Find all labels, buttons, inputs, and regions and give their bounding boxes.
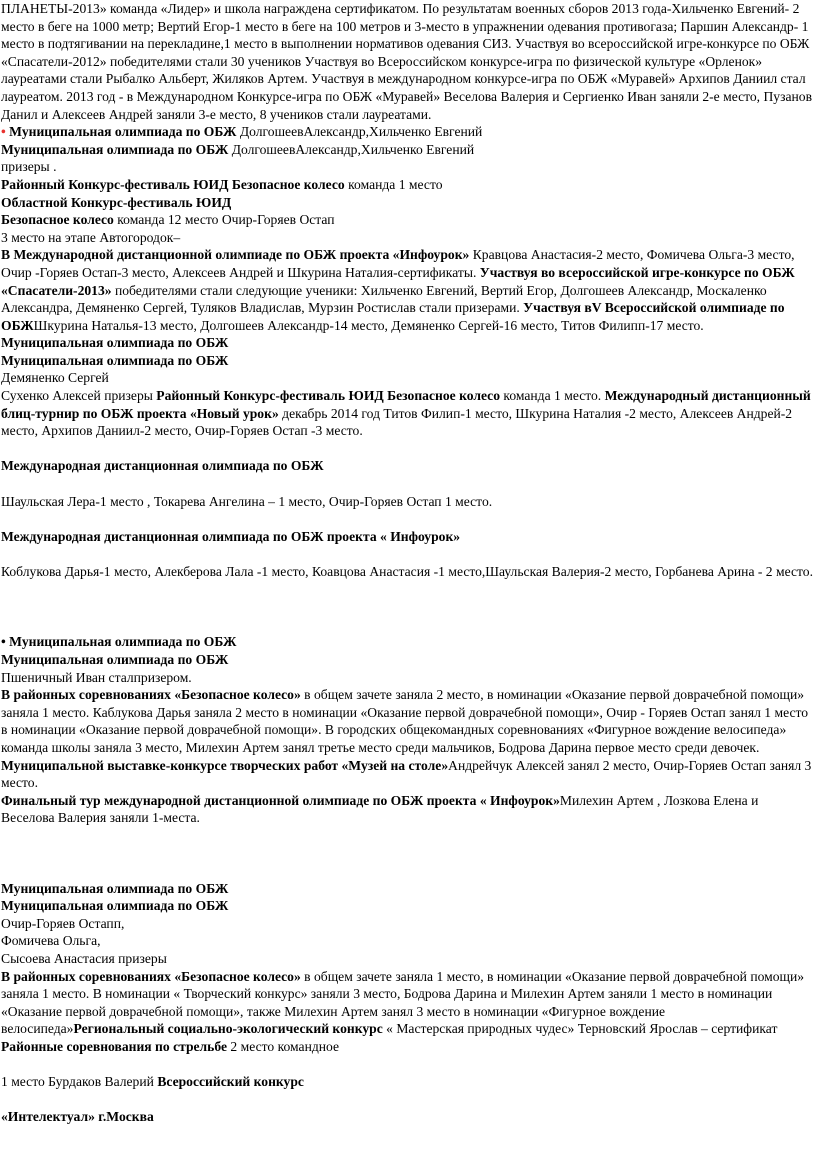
text: команда 1 место. [500, 388, 605, 404]
bold-heading: В районных соревнованиях «Безопасное колесо» [1, 687, 301, 703]
line-name: Сысоева Анастасия призеры [1, 951, 167, 967]
text: 2 место командное [227, 1039, 340, 1055]
bold-heading: Муниципальная олимпиада по ОБЖ [1, 141, 229, 157]
bold-heading: Районный Конкурс-фестиваль ЮИД Безопасное колесо [1, 176, 345, 192]
line-intellectual-moscow [1, 1108, 814, 1126]
bullet-icon: • [1, 124, 6, 140]
bold-heading: Муниципальная олимпиада по ОБЖ [1, 880, 229, 896]
text: Кравцова Анастасия-2 место, Фомичева Ольга-3 место, Очир -Горяев Остап-3 место, Алексеев Андрей и Шкурина Наталия-сертификаты. [1, 247, 795, 280]
spacer [1, 581, 814, 599]
line-prizewinners: призеры . [1, 159, 57, 175]
bold-heading: Участвуя во всероссийской игре-конкурсе по ОБЖ «Спасатели-2013» [1, 264, 795, 298]
bold-heading: Региональный социально-экологический конкурс [73, 1021, 383, 1037]
text: 1 место Бурдаков Валерий [1, 1074, 158, 1090]
text: Шкурина Наталья-13 место, Долгошеев Александр-14 место, Демяненко Сергей-16 место, Титов Филипп-17 место. [33, 317, 704, 333]
bold-heading: Муниципальной выставке-конкурсе творческих работ «Музей на столе» [1, 757, 449, 773]
bold-heading: Всероссийский конкурс [157, 1074, 304, 1090]
text: « Мастерская природных чудес» Терновский Ярослав – сертификат [382, 1021, 778, 1037]
text: победителями стали следующие ученики: Хильченко Евгений, Вертий Егор, Долгошеев Александр, Москаленко Александра, Демяненко Сергей, Туляков Владислав, Мурзин Ростислав стали призерами. [1, 282, 767, 316]
text: команда 1 место [344, 176, 443, 192]
spacer [1, 545, 814, 563]
bold-heading: Районные соревнования по стрельбе [1, 1039, 228, 1055]
line-burdakov [1, 1073, 814, 1091]
spacer [1, 845, 814, 863]
paragraph-infourok-results: Коблукова Дарья-1 место, Алекберова Лала -1 место, Коавцова Анастасия -1 место,Шаульская Валерия-2 место, Горбанева Арина - 2 место. [1, 564, 813, 579]
line-municipal-olympiad-1 [1, 123, 814, 141]
spacer [1, 1091, 814, 1109]
text: декабрь 2014 год Титов Филип-1 место, Шкурина Наталия -2 место, Алексеев Андрей-2 место, Архипов Даниил-2 место, Очир-Горяев Остап -3 место. [1, 405, 793, 439]
paragraph-final-tour [1, 792, 814, 827]
spacer [1, 440, 814, 458]
text: команда 12 место Очир-Горяев Остап [113, 212, 335, 228]
bold-heading: Районный Конкурс-фестиваль ЮИД Безопасное колесо [156, 388, 501, 404]
paragraph-district-safe-wheel-1 [1, 686, 814, 756]
bullet-icon: • [1, 634, 6, 650]
bold-heading: Областной Конкурс-фестиваль ЮИД [1, 194, 232, 210]
bold-heading: Международная дистанционная олимпиада по ОБЖ [1, 458, 324, 474]
paragraph-museum-exhibition [1, 757, 814, 792]
bold-heading: Безопасное колесо [1, 212, 114, 228]
bold-heading: Финальный тур международной дистанционной олимпиаде по ОБЖ проекта « Инфоурок» [1, 792, 560, 808]
text: ДолгошеевАлександр,Хильченко Евгений [228, 141, 475, 157]
spacer [1, 510, 814, 528]
line-municipal-olympiad-3 [1, 334, 814, 352]
line-autotown: 3 место на этапе Автогородок– [1, 229, 181, 245]
line-regional-festival [1, 194, 814, 212]
bold-heading: Международная дистанционная олимпиада по ОБЖ проекта « Инфоурок» [1, 528, 461, 544]
spacer [1, 475, 814, 493]
line-name: Демяненко Сергей [1, 370, 109, 386]
spacer [1, 862, 814, 880]
spacer [1, 827, 814, 845]
spacer [1, 616, 814, 634]
bold-heading: Муниципальная олимпиада по ОБЖ [1, 651, 229, 667]
paragraph-district-safe-wheel-2 [1, 968, 814, 1056]
bold-heading: Муниципальная олимпиада по ОБЖ [5, 634, 237, 650]
text: ДолгошеевАлександр,Хильченко Евгений [236, 124, 483, 140]
bold-heading: В районных соревнованиях «Безопасное колесо» [1, 968, 301, 984]
line-municipal-olympiad-5 [1, 633, 814, 651]
line-safe-wheel [1, 211, 814, 229]
bold-heading: Муниципальная олимпиада по ОБЖ [1, 335, 229, 351]
spacer [1, 598, 814, 616]
bold-heading: Участвуя вV Всероссийской олимпиаде по ОБЖ [1, 300, 785, 333]
line-municipal-olympiad-2 [1, 141, 814, 159]
bold-heading: Международный дистанционный блиц-турнир по ОБЖ проекта «Новый урок» [1, 388, 811, 421]
line-international-olympiad-results: Шаульская Лера-1 место , Токарева Ангелина – 1 место, Очир-Горяев Остап 1 место. [1, 493, 493, 509]
text: в общем зачете заняла 1 место, в номинации «Оказание первой доврачебной помощи» заняла 1 место. В номинации « Творческий конкурс» заняли 3 место, Бодрова Дарина и Милехин Артем заняли 1 место в номинации «Оказание первой доврачебной помощи», также Милехин Артем занял 3 место в номинации «Фигурное вождение велосипеда» [1, 968, 805, 1037]
line-name: Фомичева Ольга, [1, 933, 101, 949]
heading-international-olympiad-infourok [1, 528, 814, 546]
text: Сухенко Алексей призеры [1, 388, 157, 404]
paragraph-military-camp-results: ПЛАНЕТЫ-2013» команда «Лидер» и школа награждена сертификатом. По результатам военных сборов 2013 года-Хильченко Евгений- 2 место в беге на 1000 метр; Вертий Егор-1 место в беге на 100 метров и 3-место в упражнении одевания противогаза; Паршин Александр- 1 место в подтягивании на перекладине,1 место в выполнении нормативов одевания СИЗ. Участвуя во всероссийской игре-конкурсе по ОБЖ «Спасатели-2012» победителями стали 30 учеников Участвуя во Всероссийском конкурсе-игра по физической культуре «Орленок» лауреатами стали Рыбалко Альберт, Жиляков Артем. Участвуя в международном конкурсе-игра по ОБЖ «Муравей» Архипов Даниил стал лауреатом. 2013 год - в Международном Конкурсе-игра по ОБЖ «Муравей» Веселова Валерия и Сергиенко Иван заняли 2-е место, Пузанов Данил и Алексеев Андрей заняли 3-е место, 8 учеников стали лауреатами. [1, 1, 812, 122]
paragraph-blitz-tournament [1, 387, 814, 440]
heading-international-olympiad [1, 457, 814, 475]
line-municipal-olympiad-8 [1, 897, 814, 915]
line-name: Очир-Горяев Остапп, [1, 915, 125, 931]
bold-heading: В Международной дистанционной олимпиаде по ОБЖ проекта «Инфоурок» [1, 247, 470, 263]
line-municipal-olympiad-4 [1, 352, 814, 370]
text: Андрейчук Алексей занял 2 место, Очир-Горяев Остап занял 3 место. [1, 757, 812, 791]
line-municipal-olympiad-6 [1, 651, 814, 669]
paragraph-infourok-olympiad [1, 246, 814, 334]
bold-heading: «Интелектуал» г.Москва [1, 1109, 154, 1125]
bold-heading: Муниципальная олимпиада по ОБЖ [1, 898, 229, 914]
bold-heading: Муниципальная олимпиада по ОБЖ [9, 124, 237, 140]
spacer [1, 1056, 814, 1074]
line-municipal-olympiad-7 [1, 880, 814, 898]
line-prizewinner-ivan: Пшеничный Иван сталпризером. [1, 669, 192, 685]
text: в общем зачете заняла 2 место, в номинации «Оказание первой доврачебной помощи» заняла 1 место. Каблукова Дарья заняла 2 место в номинации «Оказание первой доврачебной помощи», Очир - Горяев Остап занял 1 место в номинации «Оказание первой доврачебной помощи». В городских общекомандных соревнованиях «Фигурное вождение велосипеда» команда школы заняла 3 место, Милехин Артем занял третье место среди мальчиков, Бодрова Дарина первое место среди девочек. [1, 687, 809, 755]
bold-heading: Муниципальная олимпиада по ОБЖ [1, 352, 229, 368]
line-district-festival [1, 176, 814, 194]
text: Милехин Артем , Лозкова Елена и Веселова Валерия заняли 1-места. [1, 792, 759, 826]
